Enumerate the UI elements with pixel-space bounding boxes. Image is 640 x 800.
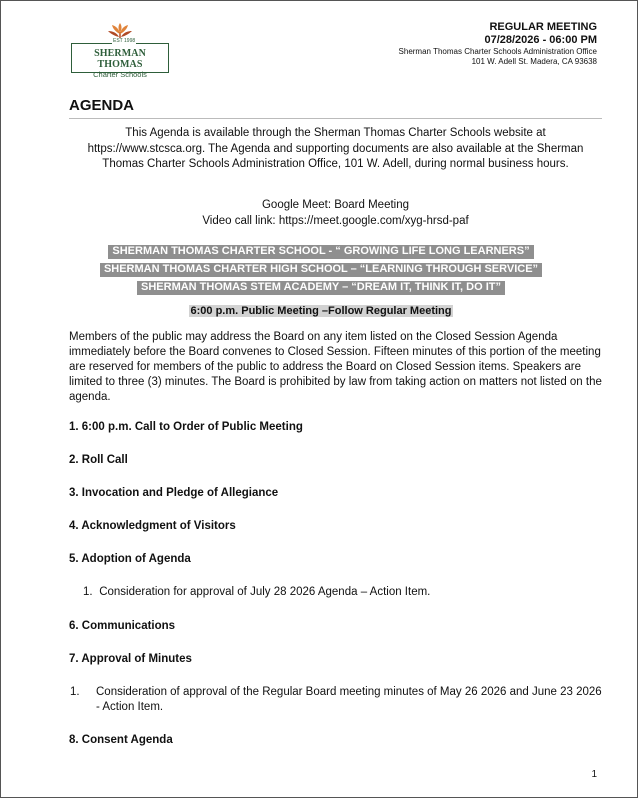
intro-paragraph: This Agenda is available through the Sherman Thomas Charter Schools website at https://www.stcsca.org. The Agenda and supporting documents are also available at the Sherman Thomas Charter Schools Administration Office, 101 W. Adell, during normal business hours. [87, 127, 584, 170]
agenda-item: 3. Invocation and Pledge of Allegiance [69, 487, 279, 499]
meet-link[interactable]: Video call link: https://meet.google.com/xyg-hrsd-paf [202, 214, 469, 227]
sub-item-text: Consideration for approval of July 28 2026 Agenda – Action Item. [99, 586, 431, 598]
logo-subtitle: Charter Schools [93, 70, 147, 79]
agenda-item: 1. 6:00 p.m. Call to Order of Public Meeting [69, 421, 303, 433]
public-meeting-heading-text: 6:00 p.m. Public Meeting –Follow Regular Meeting [190, 305, 452, 317]
logo-wordmark [71, 38, 169, 79]
school-logo [69, 23, 171, 79]
logo-name: SHERMAN THOMAS [94, 48, 146, 70]
sub-item [70, 685, 606, 715]
meeting-header [399, 21, 597, 67]
sub-item-number: 1. [70, 686, 80, 698]
agenda-item: 4. Acknowledgment of Visitors [69, 520, 236, 532]
meeting-datetime: 07/28/2026 - 06:00 PM [484, 34, 597, 46]
public-meeting-heading [1, 301, 640, 319]
meeting-office: Sherman Thomas Charter Schools Administration Office [398, 47, 597, 56]
agenda-item: 5. Adoption of Agenda [69, 553, 191, 565]
sub-item [83, 585, 593, 600]
google-meet-info [69, 198, 602, 229]
sub-item-text: Consideration of approval of the Regular Board meeting minutes of May 26 2026 and June 23 2026 - Action Item. [96, 686, 602, 713]
agenda-item: 7. Approval of Minutes [69, 653, 192, 665]
agenda-item: 8. Consent Agenda [69, 734, 173, 746]
agenda-item: 6. Communications [69, 620, 176, 632]
page-title: AGENDA [69, 97, 602, 119]
logo-est: EST 1998 [113, 38, 136, 44]
public-comment-paragraph: Members of the public may address the Board on any item listed on the Closed Session Agenda immediately before the Board convenes to Closed Session. Fifteen minutes of this portion of the meeting are reserved for members of the public to address the Board on Closed Session items. Speakers are limited to three (3) minutes. The Board is prohibited by law from taking action on matters not listed on the agenda. [69, 331, 602, 403]
meeting-type: REGULAR MEETING [489, 21, 597, 33]
meeting-address: 101 W. Adell St. Madera, CA 93638 [471, 57, 597, 66]
sub-item-number: 1. [83, 586, 93, 598]
motto-line: SHERMAN THOMAS STEM ACADEMY – “DREAM IT, THINK IT, DO IT” [137, 281, 505, 295]
agenda-item: 2. Roll Call [69, 454, 128, 466]
motto-line: SHERMAN THOMAS CHARTER HIGH SCHOOL – “LEARNING THROUGH SERVICE” [100, 263, 542, 277]
meet-title: Google Meet: Board Meeting [261, 199, 410, 211]
school-mottos [1, 241, 640, 295]
page-number: 1 [591, 769, 597, 780]
motto-line: SHERMAN THOMAS CHARTER SCHOOL - “ GROWING LIFE LONG LEARNERS” [108, 245, 533, 259]
